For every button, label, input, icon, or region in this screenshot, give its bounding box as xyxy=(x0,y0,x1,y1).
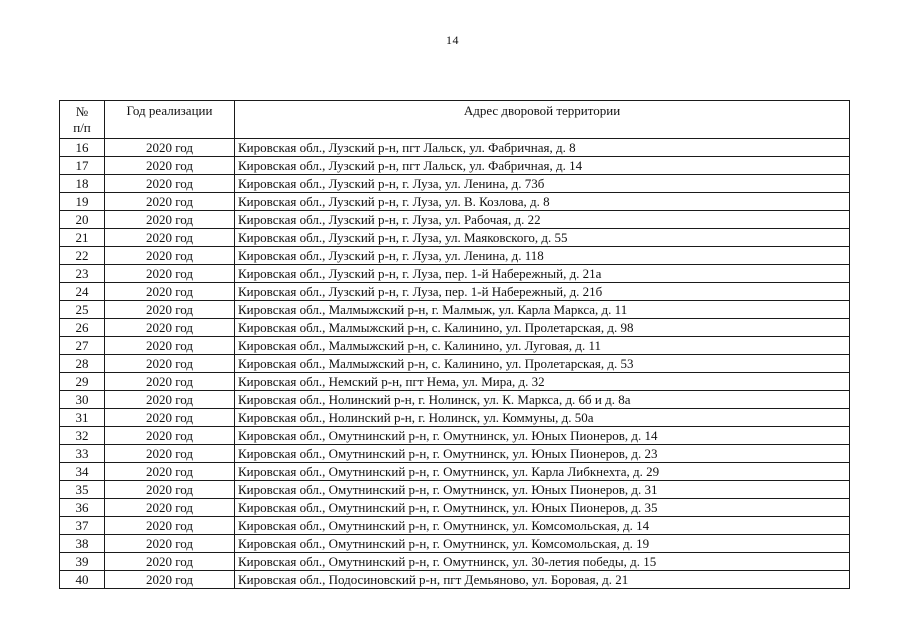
row-number: 34 xyxy=(60,463,105,481)
table-row xyxy=(60,427,850,445)
header-number-abbrev: п/п xyxy=(73,119,91,135)
row-year: 2020 год xyxy=(105,211,235,229)
row-year: 2020 год xyxy=(105,319,235,337)
row-address: Кировская обл., Малмыжский р-н, г. Малмыж, ул. Карла Маркса, д. 11 xyxy=(235,301,850,319)
table-row xyxy=(60,517,850,535)
table-row xyxy=(60,391,850,409)
row-number: 37 xyxy=(60,517,105,535)
row-number: 25 xyxy=(60,301,105,319)
row-address: Кировская обл., Нолинский р-н, г. Нолинск, ул. К. Маркса, д. 6б и д. 8а xyxy=(235,391,850,409)
row-address: Кировская обл., Лузский р-н, пгт Лальск, ул. Фабричная, д. 14 xyxy=(235,157,850,175)
row-year: 2020 год xyxy=(105,175,235,193)
row-year: 2020 год xyxy=(105,157,235,175)
header-address: Адрес дворовой территории xyxy=(235,101,850,139)
table-row xyxy=(60,157,850,175)
row-address: Кировская обл., Омутнинский р-н, г. Омутнинск, ул. Юных Пионеров, д. 31 xyxy=(235,481,850,499)
courtyard-addresses-table xyxy=(59,100,850,589)
row-year: 2020 год xyxy=(105,517,235,535)
table-row xyxy=(60,535,850,553)
row-number: 28 xyxy=(60,355,105,373)
row-number: 33 xyxy=(60,445,105,463)
row-address: Кировская обл., Малмыжский р-н, с. Калинино, ул. Пролетарская, д. 98 xyxy=(235,319,850,337)
table-row xyxy=(60,409,850,427)
row-year: 2020 год xyxy=(105,535,235,553)
table-row xyxy=(60,445,850,463)
row-number: 31 xyxy=(60,409,105,427)
row-number: 21 xyxy=(60,229,105,247)
row-number: 24 xyxy=(60,283,105,301)
table-row xyxy=(60,499,850,517)
row-number: 20 xyxy=(60,211,105,229)
row-year: 2020 год xyxy=(105,229,235,247)
row-number: 17 xyxy=(60,157,105,175)
table-row xyxy=(60,283,850,301)
row-year: 2020 год xyxy=(105,283,235,301)
row-number: 39 xyxy=(60,553,105,571)
row-number: 32 xyxy=(60,427,105,445)
header-year: Год реализации xyxy=(105,101,235,139)
table-row xyxy=(60,265,850,283)
table-row xyxy=(60,571,850,589)
row-number: 19 xyxy=(60,193,105,211)
row-address: Кировская обл., Омутнинский р-н, г. Омутнинск, ул. 30-летия победы, д. 15 xyxy=(235,553,850,571)
row-number: 30 xyxy=(60,391,105,409)
row-number: 23 xyxy=(60,265,105,283)
table-row xyxy=(60,337,850,355)
table-row xyxy=(60,355,850,373)
row-year: 2020 год xyxy=(105,463,235,481)
table-row xyxy=(60,463,850,481)
row-number: 29 xyxy=(60,373,105,391)
row-year: 2020 год xyxy=(105,445,235,463)
row-address: Кировская обл., Малмыжский р-н, с. Калинино, ул. Луговая, д. 11 xyxy=(235,337,850,355)
row-number: 38 xyxy=(60,535,105,553)
table-row xyxy=(60,193,850,211)
table-row xyxy=(60,139,850,157)
row-year: 2020 год xyxy=(105,553,235,571)
table-row xyxy=(60,481,850,499)
row-address: Кировская обл., Омутнинский р-н, г. Омутнинск, ул. Комсомольская, д. 14 xyxy=(235,517,850,535)
row-address: Кировская обл., Лузский р-н, г. Луза, пер. 1-й Набережный, д. 21б xyxy=(235,283,850,301)
table-row xyxy=(60,319,850,337)
row-address: Кировская обл., Лузский р-н, г. Луза, ул. Рабочая, д. 22 xyxy=(235,211,850,229)
row-address: Кировская обл., Лузский р-н, г. Луза, ул. Ленина, д. 118 xyxy=(235,247,850,265)
table-header xyxy=(60,101,850,139)
row-address: Кировская обл., Омутнинский р-н, г. Омутнинск, ул. Карла Либкнехта, д. 29 xyxy=(235,463,850,481)
row-year: 2020 год xyxy=(105,391,235,409)
row-address: Кировская обл., Лузский р-н, пгт Лальск, ул. Фабричная, д. 8 xyxy=(235,139,850,157)
row-address: Кировская обл., Омутнинский р-н, г. Омутнинск, ул. Юных Пионеров, д. 14 xyxy=(235,427,850,445)
row-address: Кировская обл., Нолинский р-н, г. Нолинск, ул. Коммуны, д. 50а xyxy=(235,409,850,427)
row-year: 2020 год xyxy=(105,571,235,589)
table-row xyxy=(60,247,850,265)
row-number: 16 xyxy=(60,139,105,157)
row-address: Кировская обл., Омутнинский р-н, г. Омутнинск, ул. Юных Пионеров, д. 23 xyxy=(235,445,850,463)
row-number: 35 xyxy=(60,481,105,499)
row-address: Кировская обл., Лузский р-н, г. Луза, ул. В. Козлова, д. 8 xyxy=(235,193,850,211)
row-address: Кировская обл., Лузский р-н, г. Луза, ул. Ленина, д. 73б xyxy=(235,175,850,193)
row-number: 40 xyxy=(60,571,105,589)
row-year: 2020 год xyxy=(105,499,235,517)
row-year: 2020 год xyxy=(105,409,235,427)
row-address: Кировская обл., Лузский р-н, г. Луза, пер. 1-й Набережный, д. 21а xyxy=(235,265,850,283)
row-year: 2020 год xyxy=(105,247,235,265)
table-row xyxy=(60,175,850,193)
row-address: Кировская обл., Немский р-н, пгт Нема, ул. Мира, д. 32 xyxy=(235,373,850,391)
row-address: Кировская обл., Омутнинский р-н, г. Омутнинск, ул. Комсомольская, д. 19 xyxy=(235,535,850,553)
row-address: Кировская обл., Лузский р-н, г. Луза, ул. Маяковского, д. 55 xyxy=(235,229,850,247)
row-year: 2020 год xyxy=(105,481,235,499)
row-address: Кировская обл., Омутнинский р-н, г. Омутнинск, ул. Юных Пионеров, д. 35 xyxy=(235,499,850,517)
header-row xyxy=(60,101,850,139)
table-row xyxy=(60,301,850,319)
table-body xyxy=(60,139,850,589)
row-address: Кировская обл., Малмыжский р-н, с. Калинино, ул. Пролетарская, д. 53 xyxy=(235,355,850,373)
header-number xyxy=(60,101,105,139)
row-year: 2020 год xyxy=(105,373,235,391)
row-year: 2020 год xyxy=(105,193,235,211)
table-row xyxy=(60,373,850,391)
header-number-symbol: № xyxy=(75,103,89,119)
row-number: 36 xyxy=(60,499,105,517)
row-year: 2020 год xyxy=(105,427,235,445)
row-year: 2020 год xyxy=(105,265,235,283)
table-row xyxy=(60,553,850,571)
row-address: Кировская обл., Подосиновский р-н, пгт Демьяново, ул. Боровая, д. 21 xyxy=(235,571,850,589)
row-number: 27 xyxy=(60,337,105,355)
row-year: 2020 год xyxy=(105,301,235,319)
table-row xyxy=(60,211,850,229)
row-number: 26 xyxy=(60,319,105,337)
row-year: 2020 год xyxy=(105,139,235,157)
row-number: 18 xyxy=(60,175,105,193)
row-year: 2020 год xyxy=(105,355,235,373)
row-number: 22 xyxy=(60,247,105,265)
table-row xyxy=(60,229,850,247)
page-number: 14 xyxy=(446,33,459,47)
row-year: 2020 год xyxy=(105,337,235,355)
